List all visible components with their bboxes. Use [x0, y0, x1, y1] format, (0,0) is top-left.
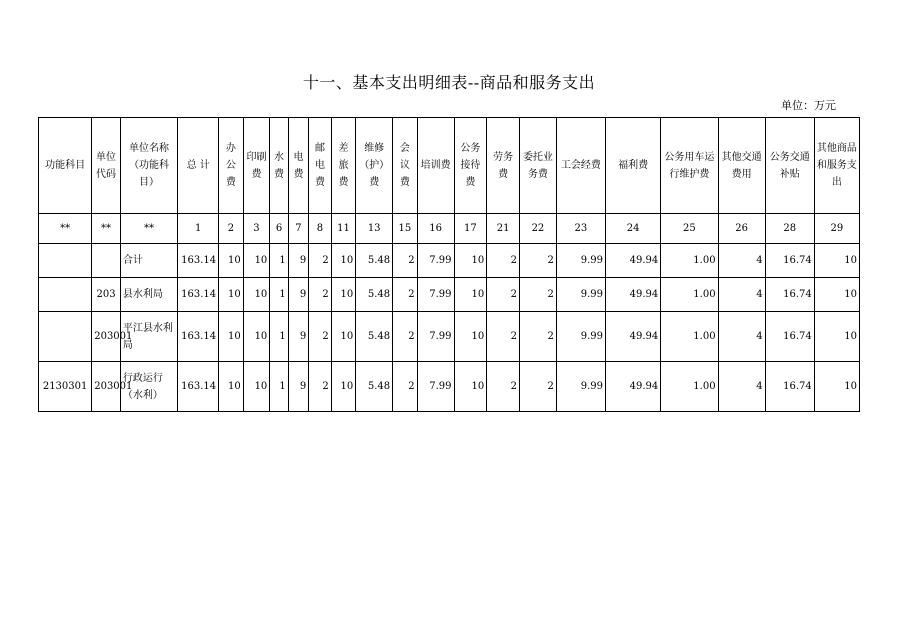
unit-code-cell: 203001 [92, 362, 121, 412]
value-cell: 2 [309, 362, 332, 412]
value-cell: 163.14 [178, 278, 219, 312]
column-index-cell: 13 [356, 214, 393, 244]
column-index-cell: 24 [605, 214, 660, 244]
value-cell: 10 [219, 312, 244, 362]
column-index-cell: 11 [331, 214, 356, 244]
column-header: 邮电费 [309, 118, 332, 214]
value-cell: 10 [814, 312, 859, 362]
column-index-cell: 1 [178, 214, 219, 244]
column-header: 福利费 [605, 118, 660, 214]
value-cell: 7.99 [417, 278, 454, 312]
column-header: 公务接待费 [454, 118, 487, 214]
value-cell: 10 [219, 362, 244, 412]
table-row [39, 312, 860, 362]
column-index-cell: 3 [243, 214, 270, 244]
value-cell: 10 [454, 244, 487, 278]
value-cell: 163.14 [178, 244, 219, 278]
value-cell: 10 [331, 244, 356, 278]
column-index-cell: 15 [393, 214, 418, 244]
column-index-cell: 25 [661, 214, 718, 244]
value-cell: 16.74 [765, 278, 814, 312]
value-cell: 2 [309, 244, 332, 278]
value-cell: 10 [243, 278, 270, 312]
value-cell: 10 [219, 244, 244, 278]
value-cell: 1.00 [661, 244, 718, 278]
value-cell: 1 [270, 362, 288, 412]
value-cell: 1.00 [661, 312, 718, 362]
function-code-cell [39, 244, 92, 278]
value-cell: 10 [454, 278, 487, 312]
expense-table [38, 117, 860, 412]
unit-name-cell: 合计 [120, 244, 177, 278]
column-header: 会议费 [393, 118, 418, 214]
column-index-cell: 29 [814, 214, 859, 244]
column-header: 水费 [270, 118, 288, 214]
column-header: 电费 [288, 118, 308, 214]
value-cell: 9.99 [556, 244, 605, 278]
value-cell: 163.14 [178, 312, 219, 362]
column-header: 单位名称（功能科目） [120, 118, 177, 214]
value-cell: 5.48 [356, 244, 393, 278]
value-cell: 16.74 [765, 244, 814, 278]
value-cell: 1 [270, 312, 288, 362]
unit-code-cell [92, 244, 121, 278]
function-code-cell [39, 312, 92, 362]
value-cell: 10 [454, 362, 487, 412]
column-index-cell: 2 [219, 214, 244, 244]
value-cell: 7.99 [417, 244, 454, 278]
value-cell: 5.48 [356, 312, 393, 362]
value-cell: 2 [487, 362, 520, 412]
value-cell: 2 [393, 244, 418, 278]
value-cell: 10 [243, 312, 270, 362]
column-header: 差旅费 [331, 118, 356, 214]
column-header: 委托业务费 [520, 118, 557, 214]
column-header: 单位代码 [92, 118, 121, 214]
index-row [39, 214, 860, 244]
column-index-cell: 7 [288, 214, 308, 244]
column-index-cell: 16 [417, 214, 454, 244]
value-cell: 2 [487, 244, 520, 278]
value-cell: 1 [270, 244, 288, 278]
column-index-cell: 6 [270, 214, 288, 244]
column-index-cell: 26 [718, 214, 765, 244]
column-header: 功能科目 [39, 118, 92, 214]
function-code-cell [39, 278, 92, 312]
value-cell: 4 [718, 278, 765, 312]
value-cell: 5.48 [356, 278, 393, 312]
column-header: 维修（护）费 [356, 118, 393, 214]
value-cell: 9 [288, 362, 308, 412]
value-cell: 4 [718, 244, 765, 278]
value-cell: 9.99 [556, 362, 605, 412]
unit-label: 单位：万元 [781, 99, 836, 112]
column-index-cell: 21 [487, 214, 520, 244]
value-cell: 10 [331, 362, 356, 412]
value-cell: 7.99 [417, 312, 454, 362]
table-row [39, 362, 860, 412]
value-cell: 2 [309, 312, 332, 362]
value-cell: 2 [309, 278, 332, 312]
column-header: 印刷费 [243, 118, 270, 214]
value-cell: 10 [814, 362, 859, 412]
column-header: 总 计 [178, 118, 219, 214]
value-cell: 10 [331, 278, 356, 312]
value-cell: 9 [288, 312, 308, 362]
header-row [39, 118, 860, 214]
value-cell: 10 [454, 312, 487, 362]
column-index-cell: ** [92, 214, 121, 244]
unit-name-cell: 行政运行（水利） [120, 362, 177, 412]
table-row [39, 244, 860, 278]
value-cell: 2 [487, 278, 520, 312]
value-cell: 2 [487, 312, 520, 362]
value-cell: 2 [520, 278, 557, 312]
page-title: 十一、基本支出明细表--商品和服务支出 [302, 73, 596, 92]
value-cell: 9.99 [556, 278, 605, 312]
unit-name-cell: 平江县水利局 [120, 312, 177, 362]
value-cell: 4 [718, 362, 765, 412]
column-index-cell: 8 [309, 214, 332, 244]
value-cell: 2 [393, 362, 418, 412]
column-index-cell: 17 [454, 214, 487, 244]
column-header: 劳务费 [487, 118, 520, 214]
value-cell: 10 [331, 312, 356, 362]
value-cell: 2 [520, 362, 557, 412]
unit-name-cell: 县水利局 [120, 278, 177, 312]
column-index-cell: 28 [765, 214, 814, 244]
value-cell: 16.74 [765, 312, 814, 362]
value-cell: 9 [288, 244, 308, 278]
table-row [39, 278, 860, 312]
value-cell: 2 [393, 278, 418, 312]
column-index-cell: 22 [520, 214, 557, 244]
column-header: 工会经费 [556, 118, 605, 214]
value-cell: 10 [814, 278, 859, 312]
column-header: 办公费 [219, 118, 244, 214]
value-cell: 1.00 [661, 278, 718, 312]
column-index-cell: ** [39, 214, 92, 244]
value-cell: 4 [718, 312, 765, 362]
column-header: 公务用车运行维护费 [661, 118, 718, 214]
value-cell: 10 [243, 244, 270, 278]
value-cell: 2 [520, 312, 557, 362]
value-cell: 16.74 [765, 362, 814, 412]
column-header: 公务交通补贴 [765, 118, 814, 214]
value-cell: 10 [814, 244, 859, 278]
value-cell: 7.99 [417, 362, 454, 412]
column-header: 其他交通费用 [718, 118, 765, 214]
value-cell: 163.14 [178, 362, 219, 412]
value-cell: 49.94 [605, 244, 660, 278]
value-cell: 2 [520, 244, 557, 278]
function-code-cell: 2130301 [39, 362, 92, 412]
column-index-cell: ** [120, 214, 177, 244]
value-cell: 49.94 [605, 312, 660, 362]
value-cell: 49.94 [605, 278, 660, 312]
value-cell: 1 [270, 278, 288, 312]
column-index-cell: 23 [556, 214, 605, 244]
unit-code-cell: 203001 [92, 312, 121, 362]
value-cell: 9 [288, 278, 308, 312]
value-cell: 9.99 [556, 312, 605, 362]
unit-code-cell: 203 [92, 278, 121, 312]
value-cell: 10 [243, 362, 270, 412]
column-header: 培训费 [417, 118, 454, 214]
value-cell: 1.00 [661, 362, 718, 412]
value-cell: 2 [393, 312, 418, 362]
value-cell: 49.94 [605, 362, 660, 412]
value-cell: 10 [219, 278, 244, 312]
value-cell: 5.48 [356, 362, 393, 412]
column-header: 其他商品和服务支出 [814, 118, 859, 214]
